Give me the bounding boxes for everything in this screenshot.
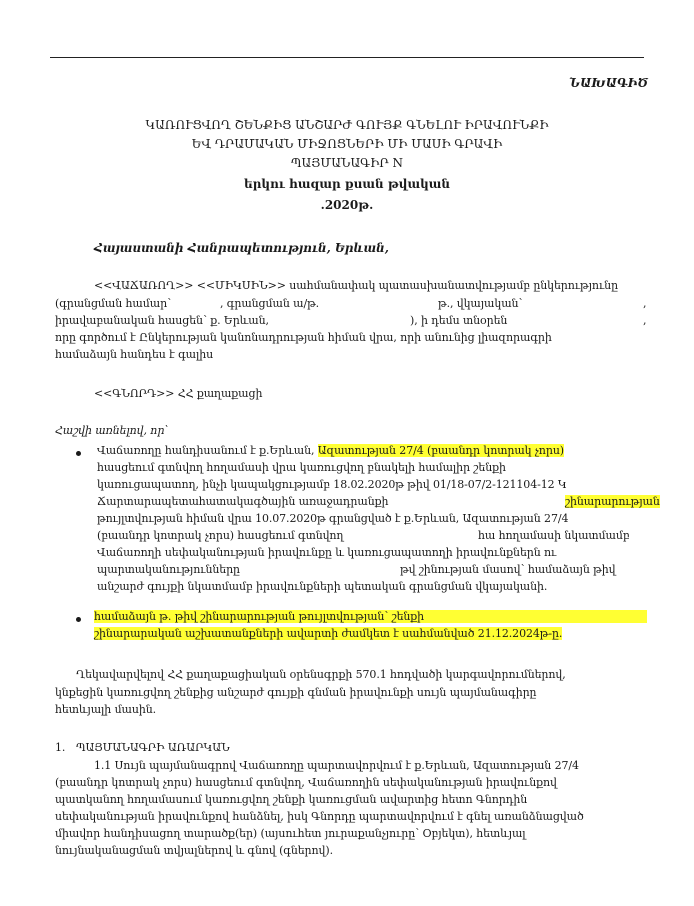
bullet1-line-5: թույլտվության հիման վրա 10.07.2020թ գրանցված է ք.Երևան, Ազատության 27/4 [97, 512, 569, 525]
place-line: Հայաստանի Հանրապետություն, Երևան, [94, 241, 389, 255]
guided-line-3: հետևյալի մասին. [55, 703, 157, 716]
bullet1-line-6b: հա հողամասի նկատմամբ [478, 529, 630, 542]
bullet1-line-8b: թվ շինության մասով՝ համաձայն թիվ [400, 563, 616, 576]
guided-line-2: կնքեցին կառուցվող շենքից անշարժ գույքի գնման իրավունքի սույն պայմանագիրը [55, 686, 537, 699]
bullet1-line-2: հասցեում գտնվող հողամասի վրա կառուցվող բնակելի համալիր շենքի [97, 461, 506, 474]
parties-line-3a: իրավաբանական հասցեն՝ ք. Երևան, [55, 314, 269, 327]
bullet-dot-1 [76, 451, 81, 456]
bullet1-line-8a: պարտականությունները [97, 563, 240, 576]
section-1-line-1: 1.1 Սույն պայմանագրով Վաճառողը պարտավորվում է ք.Երևան, Ազատության 27/4 [94, 759, 579, 772]
title-line-2: ԵՎ ԴՐԱՄԱԿԱՆ ՄԻՋՈՑՆԵՐԻ ՄԻ ՄԱՍԻ ԳՐԱՎԻ [191, 137, 503, 151]
bullet2-line-2: շինարարական աշխատանքների ավարտի ժամկետ է սահմանված 21.12.2024թ-ը. [94, 627, 563, 640]
section-1-line-5: միավոր հանդիսացող տարածք(եր) (այսուհետ յուրաքանչյուրը՝ Օբյեկտ), հետևյալ [55, 827, 526, 840]
parties-line-2a: (գրանցման համար՝ [55, 297, 171, 310]
bullet2-line-1: համաձայն թ. թիվ շինարարության թույլտվության՝ շենքի [94, 610, 647, 623]
title-date: .2020թ. [320, 198, 374, 212]
parties-line-3c: , [643, 314, 647, 327]
bullet1-address-highlight: Ազատության 27/4 (բաանդր կոտրակ չորս) [317, 444, 565, 457]
parties-line-2d: , [643, 297, 647, 310]
guided-line-1: Ղեկավարվելով ՀՀ քաղաքացիական օրենսգրքի 570.1 հոդվածի կարգավորումներով, [76, 668, 566, 681]
bullet1-line-3: կառուցապատող, ինչի կապակցությամբ 18.02.2020թ թիվ 01/18-07/2-121104-12 Կ [97, 478, 567, 491]
bullet1-line-4a: Ճարտարապետահատակագծային առաջադրանքի [97, 495, 389, 508]
bullet1-line-6a: (բաանդր կոտրակ չորս) հասցեում գտնվող [97, 529, 344, 542]
bullet1-line-7: Վաճառողի սեփականության իրավունքը և կառուցապատողի իրավունքներն ու [97, 546, 557, 559]
title-line-3: ՊԱՅՄԱՆԱԳԻՐ N [291, 156, 403, 170]
section-1-line-6: նույնականացման տվյալներով և գնով (գներով). [55, 844, 333, 857]
bullet1-line-1-text: Վաճառողը հանդիսանում է ք.Երևան, [97, 444, 315, 457]
bullet1-permit-highlight: շինարարության [565, 495, 660, 508]
draft-label: ՆԱԽԱԳԻԾ [569, 76, 648, 90]
section-1-line-3: պատկանող հողամասում կառուցվող շենքի կառուցման ավարտից հետո Գնորդին [55, 793, 528, 806]
considering-line: Հաշվի առնելով, որ՝ [55, 424, 169, 437]
title-line-1: ԿԱՌՈՒՑՎՈՂ ՇԵՆՔԻՑ ԱՆՇԱՐԺ ԳՈՒՅՔ ԳՆԵԼՈՒ ԻՐԱՎՈՒՆՔԻ [145, 118, 549, 132]
section-1-number: 1. [55, 741, 66, 754]
title-date-words: երկու հազար քսան թվական [243, 177, 451, 191]
bullet1-line-9: անշարժ գույքի նկատմամբ իրավունքների պետական գրանցման վկայականի. [97, 580, 548, 593]
section-1-line-4: սեփականության իրավունքով հանձնել, իսկ Գնորդը պարտավորվում է գնել առանձնացված [55, 810, 584, 823]
bullet1-line-1 [97, 444, 564, 457]
section-1-line-2: (բաանդր կոտրակ չորս) հասցեում գտնվող, Վաճառողին սեփականության իրավունքով [55, 776, 557, 789]
bullet-dot-2 [76, 617, 81, 622]
section-1-title: ՊԱՅՄԱՆԱԳՐԻ ԱՌԱՐԿԱՆ [76, 741, 230, 754]
parties-line-4: որը գործում է Ընկերության կանոնադրության հիման վրա, որի անունից լիազորագրի [55, 331, 552, 344]
parties-line-2c: թ., վկայական՝ [438, 297, 523, 310]
parties-line-5: համաձայն հանդես է գալիս [55, 348, 214, 361]
parties-line-3b: ), ի դեմս տնօրեն [410, 314, 508, 327]
header-rule [50, 57, 644, 58]
buyer-line: <<ԳՆՈՐԴ>> ՀՀ քաղաքացի [94, 387, 263, 400]
parties-line-1: <<ՎԱՃԱՌՈՂ>> <<ՄԻԿՍԻՆ>> սահմանափակ պատասխանատվությամբ ընկերությունը [94, 279, 618, 292]
parties-line-2b: , գրանցման ա/թ. [220, 297, 320, 310]
